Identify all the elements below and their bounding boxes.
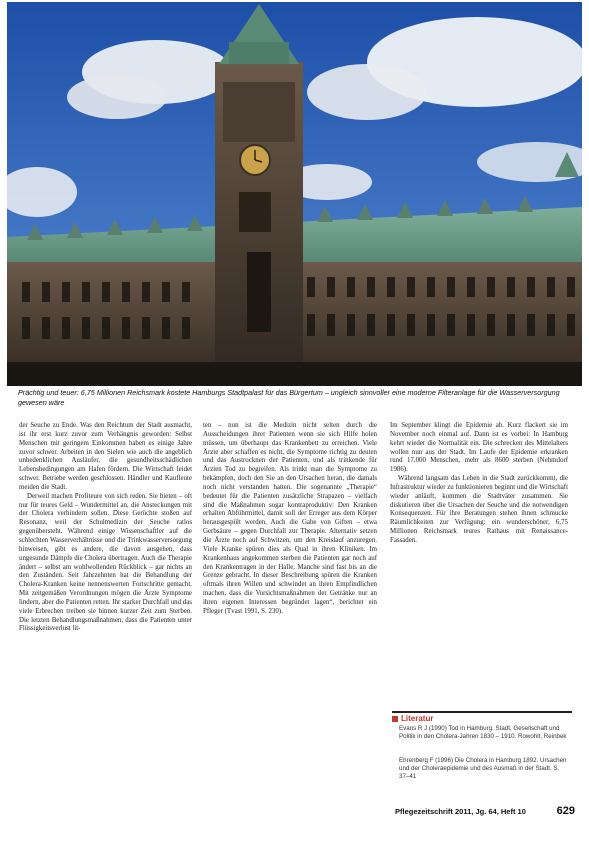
text-column-1 bbox=[19, 422, 192, 634]
city-hall-photo bbox=[7, 2, 582, 386]
page-footer bbox=[395, 805, 575, 817]
text-column-2 bbox=[203, 422, 377, 617]
literature-heading bbox=[392, 714, 433, 723]
paragraph: der Seuche zu Ende. Was den Reichtum der Stadt ausmacht, ist ihr erst kurz zuvor zum Verhängnis geworden: Selbst Menschen mit geringem Einkommen haben es einige Jahre zuvor schwer. Arbeiten in den Sielen wie auch die angeblich unbedenklichen Ausläufer, die gesundheitsschädlichen Lebensbedingungen am Hafen fördern. Die Wirtschaft leidet schwer. Betriebe werden geschlossen. Händler und Kaufleute meiden die Stadt. bbox=[19, 422, 192, 491]
paragraph: ten – nun ist die Medizin nicht selten durch die Ausscheidungen ihrer Patienten wenn sie sich Hilfe holen müssen, um überhaupt das Krankenbett zu erreichen. Viele Ärzte aber schaffen es nicht, die Symptome richtig zu deuten und das Austrocknen der Patienten, und als trinkende für Ärzten Tod zu begreifen. Als trinkt man die Symptome zu bekämpfen, doch den Sie an den Ursachen heran, die damals noch nicht verstanden hatten. Die sogenannte „Therapie“ bedeutet für die Patienten zusätzliche Strapazen – vielfach sind die Maßnahmen sogar kontraproduktiv: Den Kranken erhalten Abführmittel, damit soll der Erreger aus dem Körper herausgespült werden. Auch die Gabe von Giften – etwa Gerbsäure – gegen Durchfall zur Therapie. Alternativ setzen die Ärzte noch auf Schwitzen, um den Kreislauf anzuregen. Viele Kranke spüren dies als Qual in ihren Kliniken. Im Krankenhaus angekommen sterben die Patienten gar noch auf den Krankentragen in der Halle. Manche sind fast bis an die Grenze gebracht. In dieser Beschreibung spüren die Kranken oftmals ihren Willen und schwindet an ihren Empfindlichen machen, dass die Vorsichtsmaßnahmen der Getränke nur an ihren eigenen Interessen begründet lagen“, berichtet ein Pfleger (Tvast 1991, S. 230). bbox=[203, 422, 377, 615]
literature-entry: Evans R J (1990) Tod in Hamburg. Stadt, Gesellschaft und Politik in den Cholera-Jahren 1830 – 1910. Rowohlt, Reinbek bbox=[399, 725, 567, 740]
photo-caption: Prächtig und teuer: 6,75 Millionen Reichsmark kostete Hamburgs Stadtpalast für das Bürgertum – ungleich sinnvoller eine moderne Filteranlage für die Wasserversorgung gewesen wäre bbox=[18, 388, 560, 407]
text-column-3 bbox=[390, 422, 568, 546]
journal-reference: Pflegezeitschrift 2011, Jg. 64, Heft 10 bbox=[395, 807, 526, 816]
literature-entry: Ehrenberg F (1996) Die Cholera in Hamburg 1892. Ursachen und der Choleraepidemie und des Ausmaß in der Stadt. S. 37–41 bbox=[399, 757, 567, 780]
square-bullet-icon bbox=[392, 716, 398, 722]
literature-heading-label: Literatur bbox=[401, 714, 434, 723]
page-number: 629 bbox=[556, 805, 575, 817]
paragraph: Während langsam das Leben in die Stadt zurückkommt, die Infrastruktur wieder zu funktionieren beginnt und die Wirtschaft wieder anläuft, kommen die Stadtväter zusammen. Sie diskutieren über die Ursachen der Seuche und die notwendigen Konsequenzen. Für ihre Beratungen stehen ihnen schmucke Räumlichkeiten zur Verfügung: ein wunderschöner, 6,75 Millionen Reichsmark teures Rathaus mit Renaissance-Fassaden. bbox=[390, 475, 568, 544]
paragraph: Derweil machen Profiteure von sich reden. Sie bieten – oft nur für teures Geld – Wundermittel an, die Ansteckungen mit der Cholera verhindern sollen. Diese Gerüchte stoßen auf Resonanz, weil der Schulmedizin der Seuche ratlos gegenübersteht. Während einige Wissenschaftler auf die schlechten Wasserverhältnisse und die Trinkwasserversorgung hinweisen, gibt es andere, die davon ausgehen, dass ungesunde Dämpfe die Cholera übertragen. Auch die Therapie ändert – selbst am wohlwollenden Rückblick – gar nichts an den Zuständen. Seit Jahrzehnten hat die Behandlung der Cholera-Kranken keine nennenswerten Fortschritte gemacht. Mit zeitgemäßen Verordnungen mögen die Ärzte Symptome lindern, aber die Patienten retten. Ihr starker Durchfall und das viele Erbrechen treiben sie binnen kurzer Zeit zum Sterben. Die letzten Behandlungsmaßnahmen, dass die Patienten unter Flüssigkeitsverlust lit- bbox=[19, 492, 192, 633]
paragraph: Im September klingt die Epidemie ab. Kurz flackert sie im November noch einmal auf. Dann ist es vorbei: In Hamburg kehrt wieder die Normalität ein. Die schrecken des Mittelalters wollen nun aus der Stadt. Im Laufe der Epidemie erkranken rund 17.000 Menschen, mehr als 8600 sterben (Nehmdorf 1986). bbox=[390, 422, 568, 474]
